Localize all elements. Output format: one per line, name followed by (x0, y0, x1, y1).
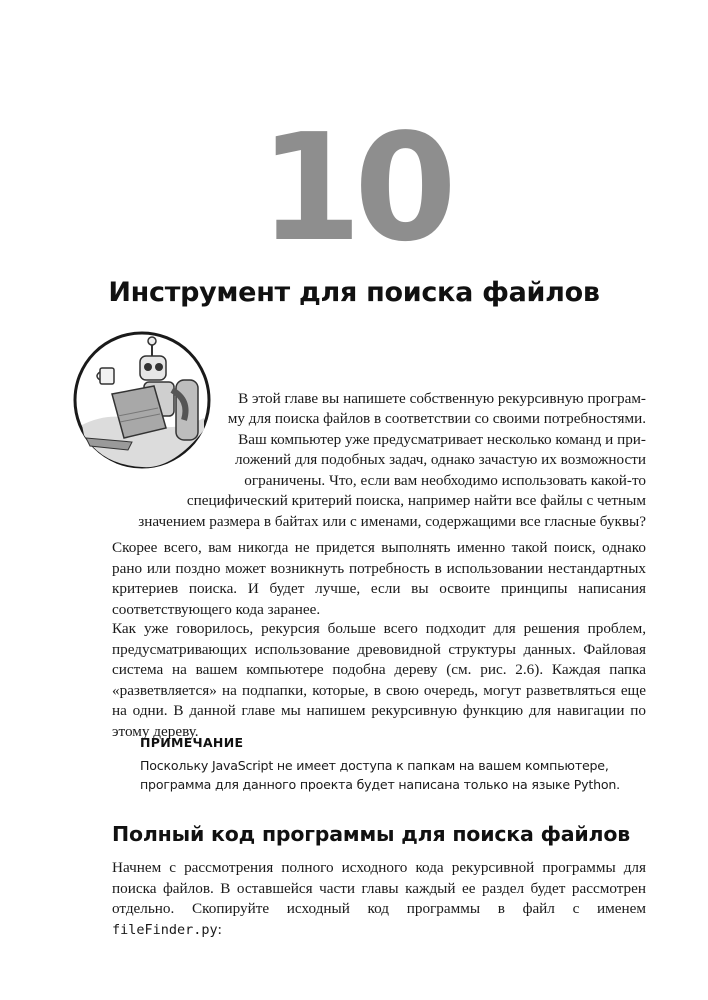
intro-line: му для поиска файлов в соответствии со своими потребностями. (227, 410, 646, 427)
section-heading: Полный код программы для поиска файлов (112, 822, 631, 846)
filename-code: fileFinder.py (112, 921, 218, 938)
intro-line: Ваш компьютер уже предусматривает несколько команд и при- (238, 431, 646, 448)
intro-line: В этой главе вы напишете собственную рекурсивную програм- (238, 390, 646, 407)
note-body: Поскольку JavaScript не имеет доступа к папкам на вашем компьютере, программа для данного проекта будет написана только на языке Python. (140, 758, 620, 792)
intro-line: значением размера в байтах или с именами, содержащими все гласные буквы? (138, 513, 646, 530)
intro-line: ограничены. Что, если вам необходимо использовать какой-то (244, 472, 646, 489)
chapter-number: 10 (259, 102, 449, 274)
section-text: Начнем с рассмотрения полного исходного кода рекурсивной программы для поиска файлов. В оставшейся части главы каждый ее раздел будет рассмотрен отдельно. Скопируйте исходный код программы в файл с именем (112, 859, 646, 917)
body-paragraph: Как уже говорилось, рекурсия больше всего подходит для решения проблем, предусматривающих использование древовидной структуры данных. Файловая система на вашем компьютере подобна дереву (см. рис. 2.6). Каждая папка «разветвляется» на подпапки, которые, в свою очередь, могут разветвляться еще на одни. В данной главе мы напишем рекурсивную функцию для навигации по этому дереву. (112, 620, 646, 740)
note-heading: ПРИМЕЧАНИЕ (140, 735, 244, 750)
section-paragraph (112, 858, 646, 940)
body-paragraph: Скорее всего, вам никогда не придется выполнять именно такой поиск, однако рано или поздно может возникнуть потребность в использовании нестандартных критериев поиска. И будет лучше, если вы освоите принципы написания соответствующего кода заранее. (112, 539, 646, 618)
chapter-title: Инструмент для поиска файлов (108, 277, 600, 308)
section-text-end: : (217, 920, 222, 938)
intro-line: ложений для подобных задач, однако зачастую их возможности (234, 451, 646, 468)
robot-reading-book-icon (72, 330, 212, 470)
intro-line: специфический критерий поиска, например найти все файлы с четным (186, 492, 646, 509)
